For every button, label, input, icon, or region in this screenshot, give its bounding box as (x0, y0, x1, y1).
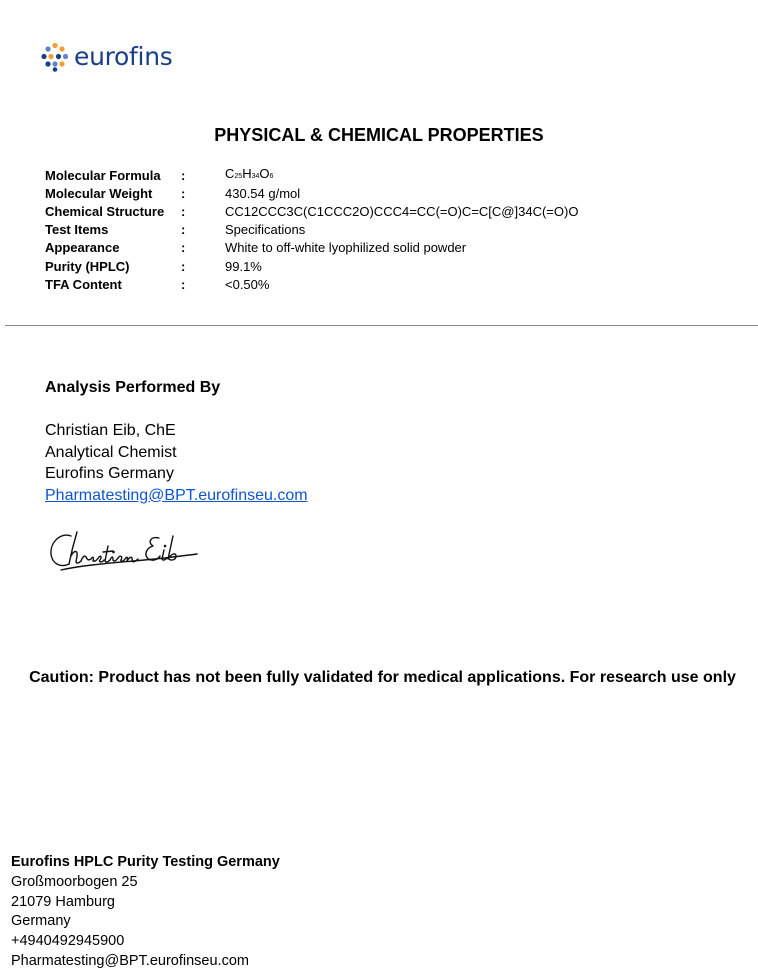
property-value: 430.54 g/mol (225, 185, 301, 201)
eurofins-dots-icon (41, 42, 69, 72)
property-value: Specifications (225, 222, 306, 238)
property-label: Purity (HPLC) (45, 258, 130, 274)
property-colon: : (181, 185, 186, 201)
property-label: Appearance (45, 240, 120, 256)
logo-wordmark: eurofins (74, 42, 173, 71)
analyst-block (45, 420, 308, 506)
property-colon: : (181, 258, 186, 274)
property-colon: : (181, 203, 186, 219)
footer-country: Germany (11, 913, 71, 930)
property-colon: : (181, 240, 186, 256)
property-row-test-items (45, 221, 578, 239)
property-row-molecular-weight (45, 184, 578, 202)
property-row-purity (45, 257, 578, 275)
property-value: CC12CCC3C(C1CCC2O)CCC4=CC(=O)C=C[C@]34C(=O)O (225, 203, 579, 219)
footer-company: Eurofins HPLC Purity Testing Germany (11, 854, 280, 870)
property-value: <0.50% (225, 276, 270, 292)
footer-address (11, 853, 280, 972)
property-row-molecular-formula (45, 166, 578, 184)
section-divider (5, 325, 758, 326)
signature (47, 528, 199, 583)
property-colon: : (181, 222, 186, 238)
analyst-organization: Eurofins Germany (45, 465, 174, 482)
page-title: PHYSICAL & CHEMICAL PROPERTIES (214, 125, 544, 145)
property-colon: : (181, 167, 186, 183)
property-row-appearance (45, 239, 578, 257)
molecular-formula-value: C25H34O6 (225, 166, 274, 182)
caution-notice: Caution: Product has not been fully validated for medical applications. For research use only (29, 669, 736, 686)
property-label: Test Items (45, 222, 109, 238)
analyst-role: Analytical Chemist (45, 443, 177, 461)
footer-city: 21079 Hamburg (11, 893, 115, 910)
analysis-heading: Analysis Performed By (45, 379, 221, 396)
property-label: Molecular Weight (45, 185, 153, 201)
footer-street: Großmoorbogen 25 (11, 873, 138, 890)
property-colon: : (181, 276, 186, 292)
signature-icon (47, 528, 199, 578)
property-row-tfa-content (45, 275, 578, 293)
analyst-name: Christian Eib, ChE (45, 422, 176, 439)
eurofins-logo (41, 40, 172, 74)
property-value: White to off-white lyophilized solid powder (225, 240, 467, 256)
property-row-chemical-structure (45, 202, 578, 220)
footer-phone: +4940492945900 (11, 933, 125, 950)
property-value: 99.1% (225, 258, 262, 274)
footer-email: Pharmatesting@BPT.eurofinseu.com (11, 952, 249, 969)
property-label: Molecular Formula (45, 167, 161, 183)
properties-table (45, 166, 578, 293)
property-label: Chemical Structure (45, 203, 165, 219)
property-label: TFA Content (45, 276, 122, 292)
analyst-email-link[interactable]: Pharmatesting@BPT.eurofinseu.com (45, 486, 308, 504)
